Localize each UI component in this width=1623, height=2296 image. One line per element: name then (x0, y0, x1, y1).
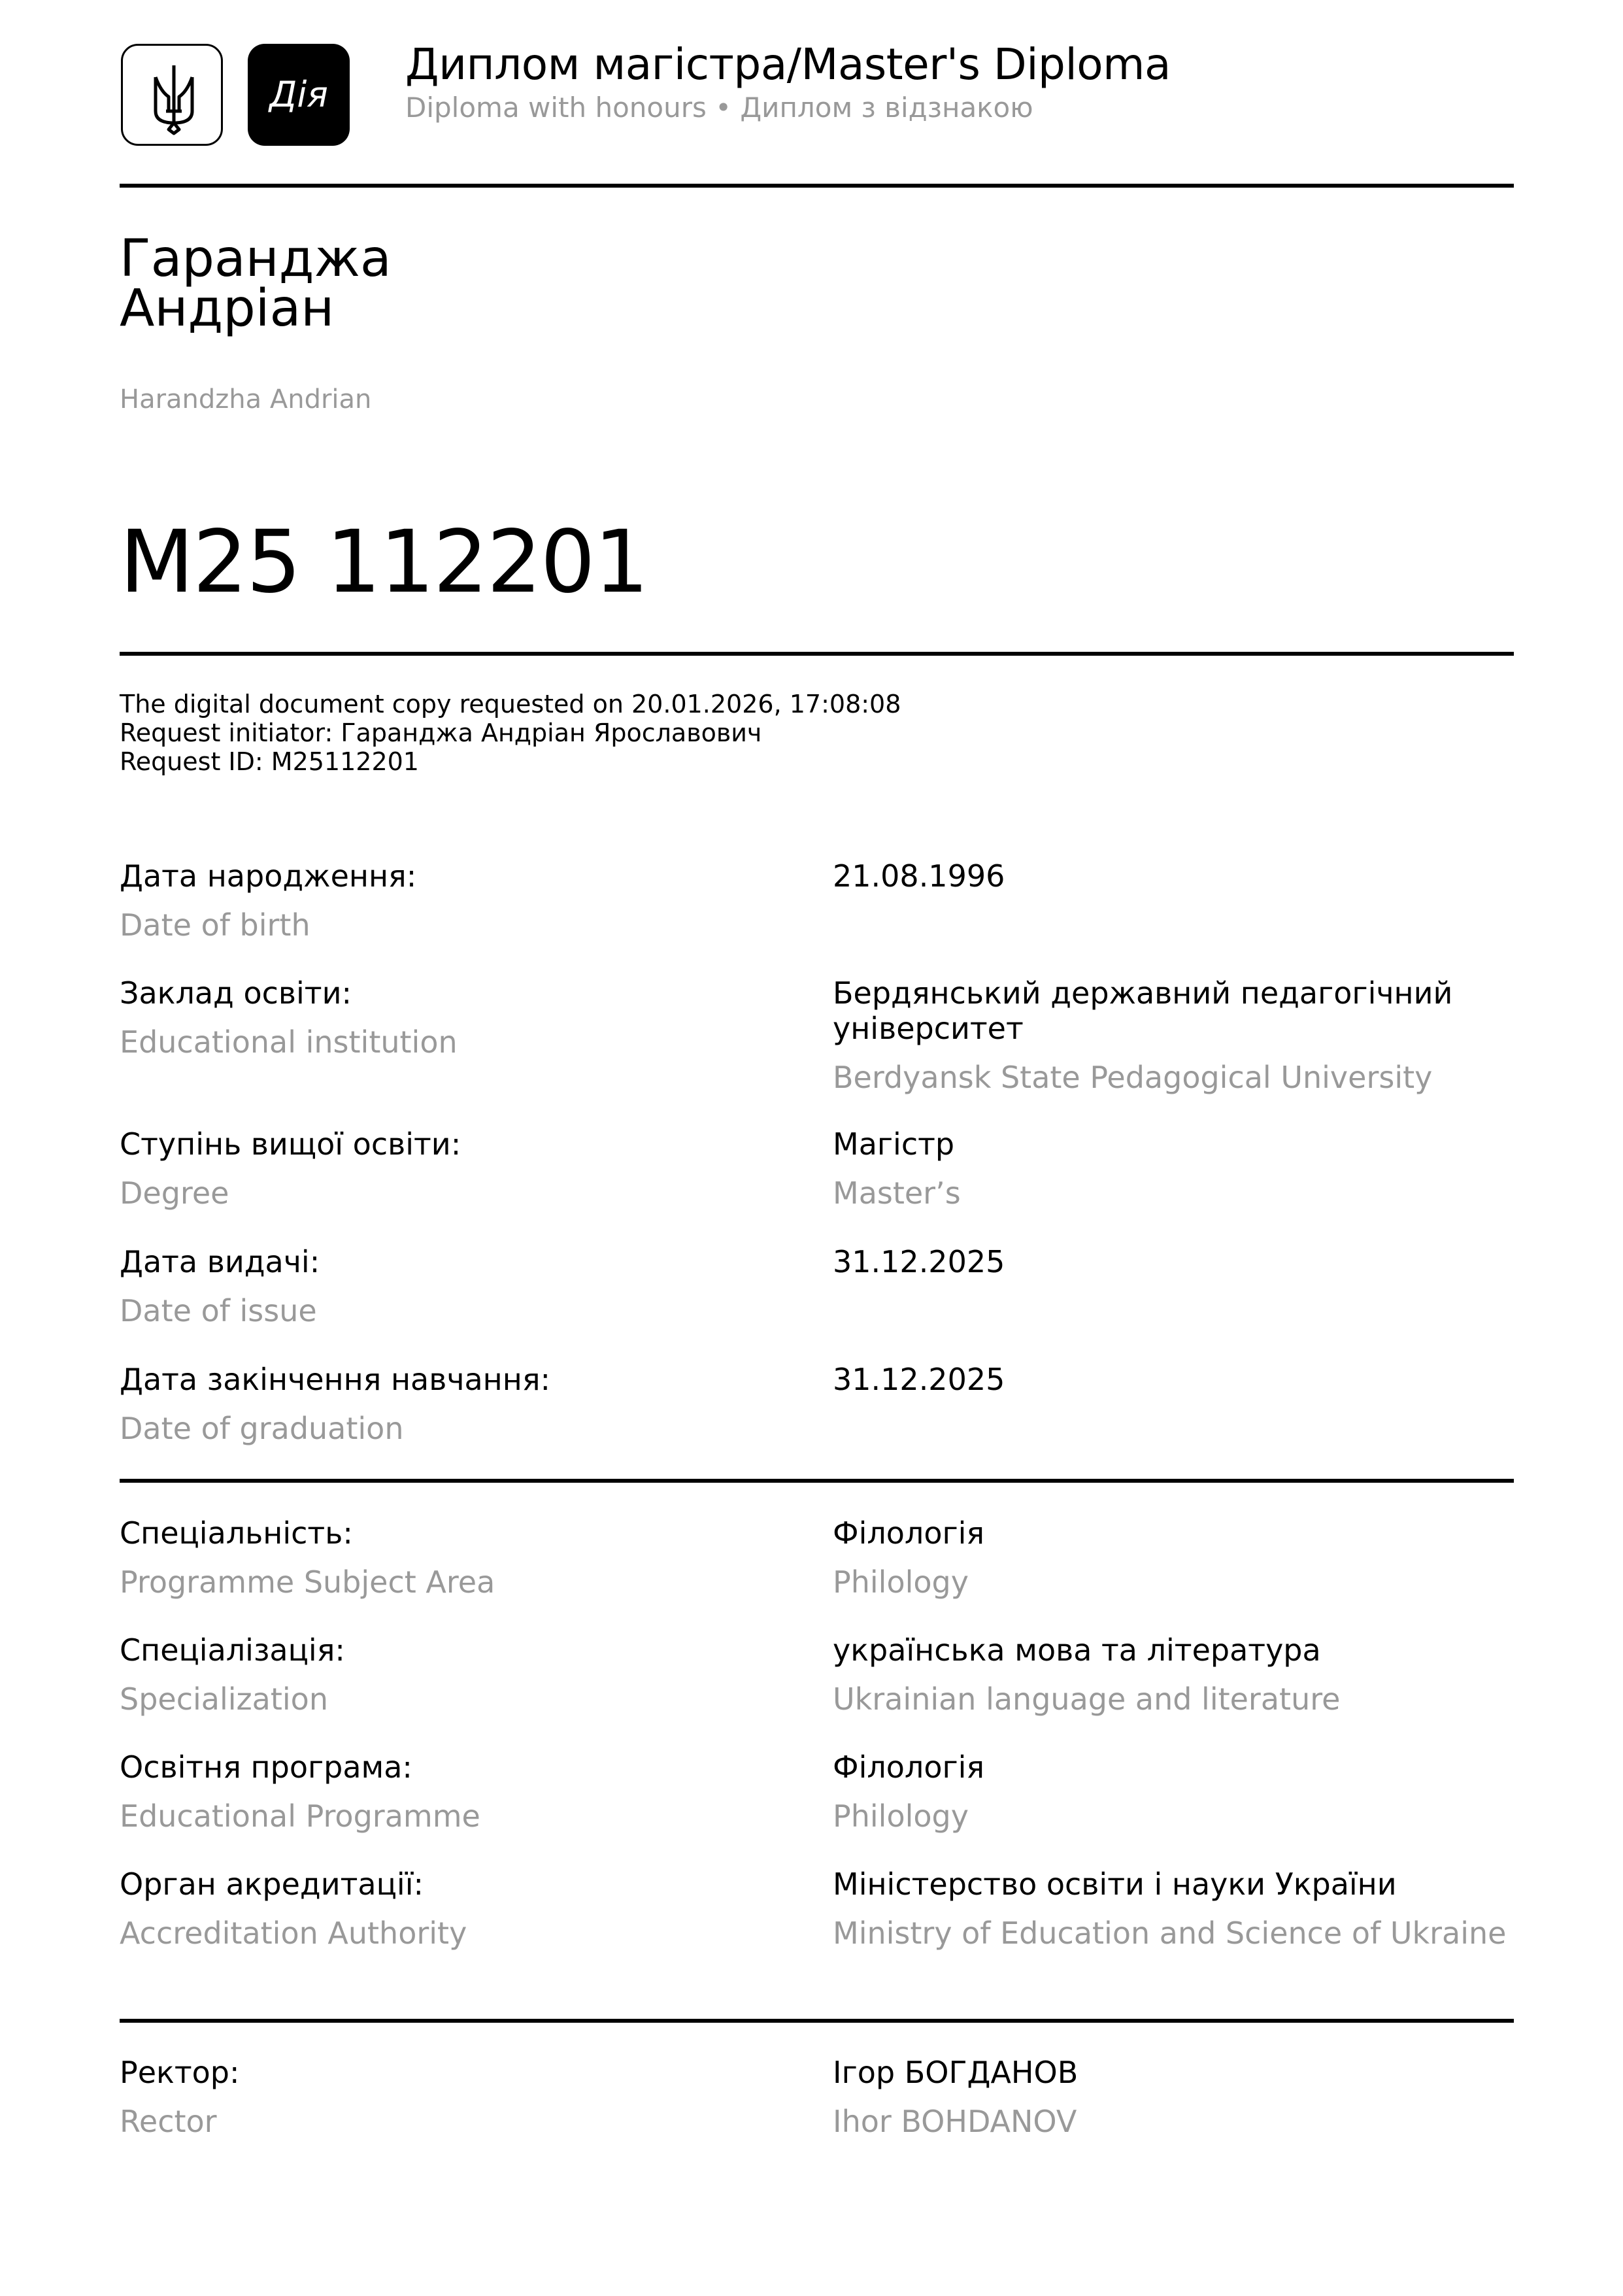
document-title: Диплом магістра/Master's Diploma (405, 39, 1171, 90)
specialty-value-en: Philology (833, 1564, 969, 1600)
trident-icon (123, 46, 225, 148)
owner-given-name: Андріан (120, 279, 335, 338)
graduation-label-en: Date of graduation (120, 1411, 404, 1446)
issue-value: 31.12.2025 (833, 1244, 1005, 1279)
accreditation-label-en: Accreditation Authority (120, 1916, 467, 1951)
accreditation-value: Міністерство освіти і науки України (833, 1866, 1397, 1902)
divider (120, 652, 1514, 656)
issue-label: Дата видачі: (120, 1244, 320, 1279)
birth-label-en: Date of birth (120, 907, 310, 943)
rector-value: Ігор БОГДАНОВ (833, 2055, 1079, 2090)
trident-logo (121, 44, 223, 146)
divider (120, 184, 1514, 188)
accreditation-value-en: Ministry of Education and Science of Ukraine (833, 1916, 1507, 1951)
rector-value-en: Ihor BOHDANOV (833, 2104, 1077, 2139)
institution-value-en: Berdyansk State Pedagogical University (833, 1060, 1433, 1095)
degree-value-en: Master’s (833, 1175, 961, 1211)
owner-surname: Гаранджа (120, 229, 392, 288)
divider (120, 1479, 1514, 1483)
diia-logo (248, 44, 350, 146)
diia-logo-text: Дія (269, 74, 328, 115)
divider (120, 2019, 1514, 2023)
accreditation-label: Орган акредитації: (120, 1866, 424, 1902)
specialty-label-en: Programme Subject Area (120, 1564, 495, 1600)
specialization-label-en: Specialization (120, 1681, 328, 1717)
institution-label-en: Educational institution (120, 1024, 458, 1060)
programme-label-en: Educational Programme (120, 1798, 480, 1834)
degree-label: Ступінь вищої освіти: (120, 1126, 461, 1162)
institution-label: Заклад освіти: (120, 975, 352, 1011)
specialization-label: Спеціалізація: (120, 1632, 345, 1668)
graduation-value: 31.12.2025 (833, 1362, 1005, 1397)
document-number: М25 112201 (120, 512, 648, 613)
request-date-line: The digital document copy requested on 20.01.2026, 17:08:08 (120, 690, 901, 718)
issue-label-en: Date of issue (120, 1293, 317, 1328)
degree-label-en: Degree (120, 1175, 229, 1211)
rector-label-en: Rector (120, 2104, 217, 2139)
programme-value-en: Philology (833, 1798, 969, 1834)
rector-label: Ректор: (120, 2055, 240, 2090)
specialty-label: Спеціальність: (120, 1515, 353, 1551)
request-id-line: Request ID: M25112201 (120, 747, 419, 776)
document-subtitle: Diploma with honours • Диплом з відзнакою (405, 92, 1033, 124)
graduation-label: Дата закінчення навчання: (120, 1362, 551, 1397)
birth-value: 21.08.1996 (833, 858, 1005, 894)
birth-label: Дата народження: (120, 858, 417, 894)
institution-value: Бердянський державний педагогічний університет (833, 975, 1453, 1046)
programme-value: Філологія (833, 1749, 985, 1785)
specialization-value-en: Ukrainian language and literature (833, 1681, 1341, 1717)
owner-name (120, 229, 392, 338)
owner-latin-name: Harandzha Andrian (120, 384, 372, 414)
request-initiator-line: Request initiator: Гаранджа Андріан Ярославович (120, 718, 762, 747)
specialty-value: Філологія (833, 1515, 985, 1551)
specialization-value: українська мова та література (833, 1632, 1321, 1668)
degree-value: Магістр (833, 1126, 955, 1162)
programme-label: Освітня програма: (120, 1749, 412, 1785)
